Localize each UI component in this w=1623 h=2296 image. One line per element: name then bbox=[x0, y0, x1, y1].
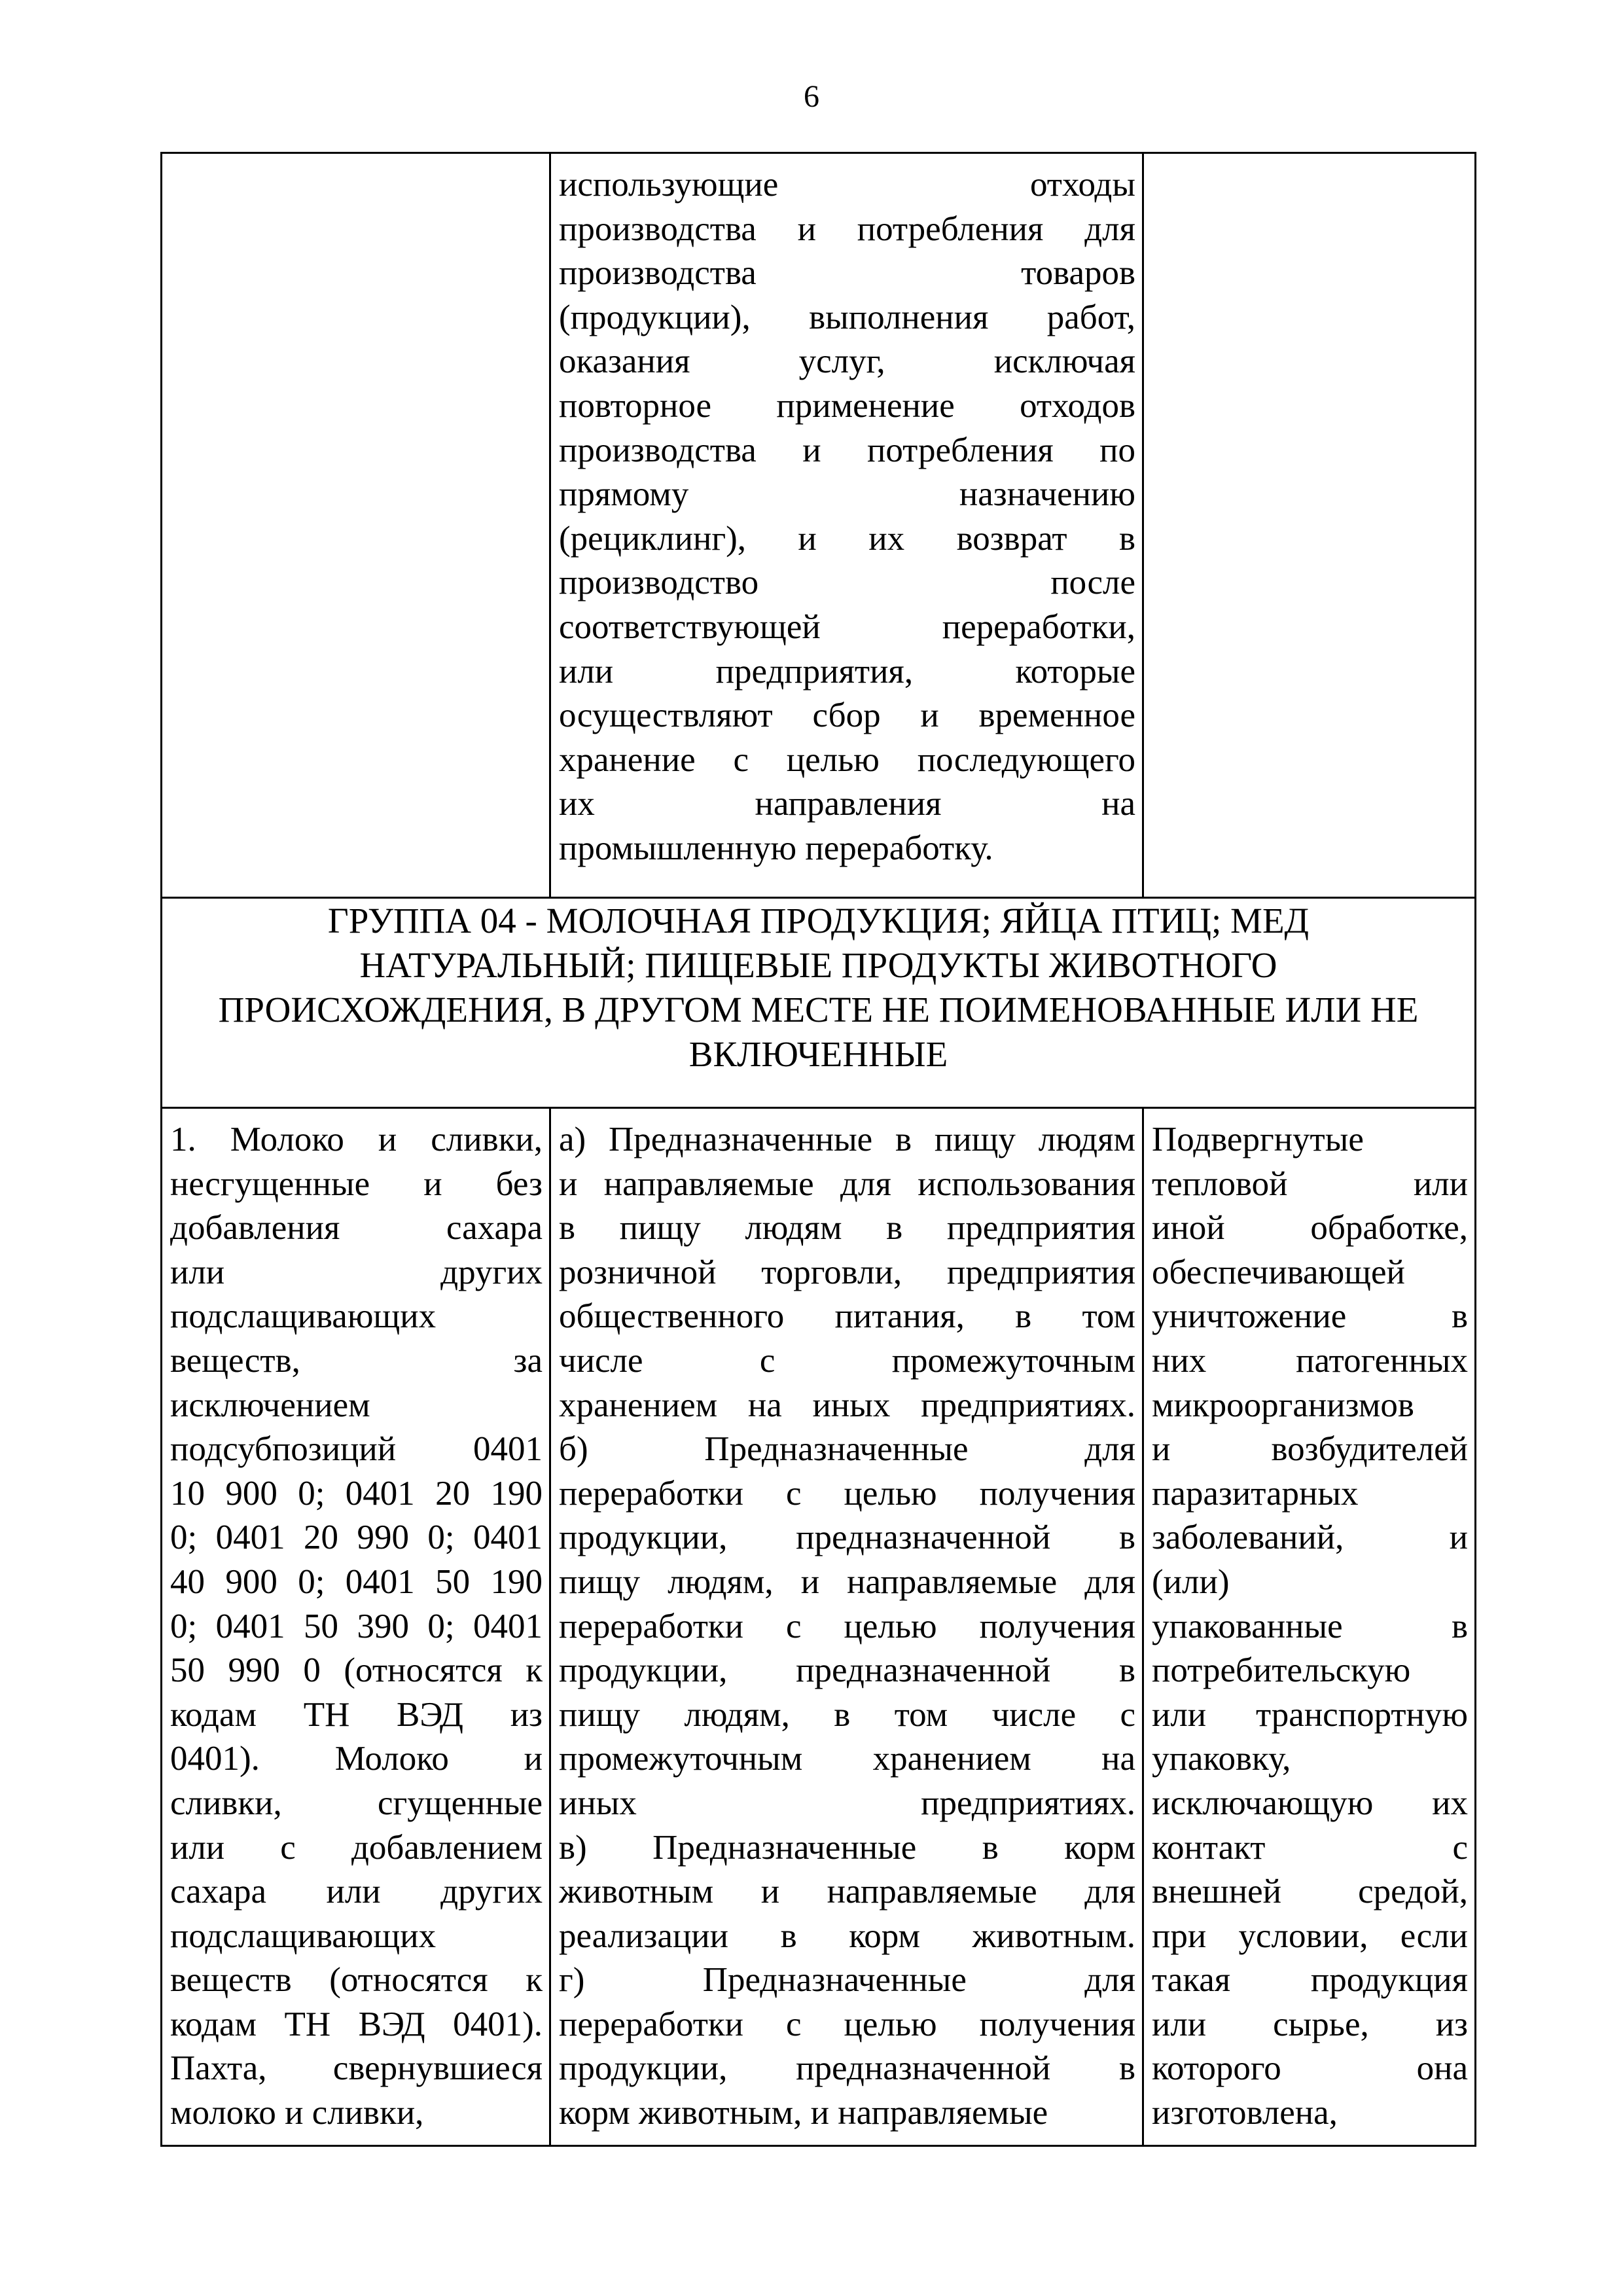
text-line: (или) bbox=[1152, 1562, 1230, 1601]
cell-condition-empty bbox=[1143, 153, 1476, 898]
text-line: пищу людям, и направляемые для bbox=[559, 1562, 1135, 1601]
text-line: розничной торговли, предприятия bbox=[559, 1253, 1135, 1291]
text-line: молоко и сливки, bbox=[170, 2094, 424, 2132]
text-line: реализации в корм животным. bbox=[559, 1916, 1135, 1955]
text-line: сахара или других bbox=[170, 1873, 543, 1911]
text-line: изготовлена, bbox=[1152, 2094, 1338, 2132]
group-title bbox=[162, 899, 1474, 1077]
cell-product-description bbox=[162, 1108, 550, 2146]
text-line: внешней средой, bbox=[1152, 1873, 1468, 1911]
text-line: промышленную переработку. bbox=[559, 829, 993, 867]
text-line: числе с промежуточным bbox=[559, 1341, 1135, 1380]
text-line: их направления на bbox=[559, 785, 1135, 823]
text-line: 10 900 0; 0401 20 190 bbox=[170, 1474, 543, 1513]
text-line: промежуточным хранением на bbox=[559, 1740, 1135, 1778]
text-line: упакованные в bbox=[1152, 1607, 1468, 1645]
purpose-text bbox=[551, 1109, 1142, 2145]
text-line: продукции, предназначенной в bbox=[559, 1651, 1135, 1690]
text-line: пищу людям, в том числе с bbox=[559, 1695, 1135, 1734]
text-line: продукции, предназначенной в bbox=[559, 1518, 1135, 1557]
page-number: 6 bbox=[804, 79, 819, 114]
text-line: (продукции), выполнения работ, bbox=[559, 298, 1135, 336]
cell-product-empty bbox=[162, 153, 550, 898]
text-line: или сырье, из bbox=[1152, 2005, 1468, 2043]
text-line: них патогенных bbox=[1152, 1341, 1468, 1380]
text-line: производства товаров bbox=[559, 254, 1135, 293]
text-line: б) Предназначенные для bbox=[559, 1430, 1135, 1469]
group-title-line: ГРУППА 04 - МОЛОЧНАЯ ПРОДУКЦИЯ; ЯЙЦА ПТИЦ; МЕД bbox=[327, 901, 1310, 941]
text-line: иной обработке, bbox=[1152, 1209, 1468, 1247]
text-line: продукции, предназначенной в bbox=[559, 2049, 1135, 2088]
text-line: микроорганизмов bbox=[1152, 1386, 1414, 1424]
text-line: переработки с целью получения bbox=[559, 1474, 1135, 1513]
text-line: производство после bbox=[559, 564, 1135, 602]
text-line: г) Предназначенные для bbox=[559, 1961, 1135, 2000]
text-line: и возбудителей bbox=[1152, 1430, 1468, 1469]
table-row-item-1 bbox=[162, 1108, 1476, 2146]
text-line: сливки, сгущенные bbox=[170, 1784, 543, 1822]
cell-purpose-continuation bbox=[550, 153, 1143, 898]
text-line: заболеваний, и bbox=[1152, 1518, 1468, 1557]
text-line: осуществляют сбор и временное bbox=[559, 696, 1135, 735]
text-line: хранение с целью последующего bbox=[559, 740, 1135, 779]
text-line: подсубпозиций 0401 bbox=[170, 1430, 543, 1469]
text-line: исключающую их bbox=[1152, 1784, 1468, 1822]
text-line: уничтожение в bbox=[1152, 1297, 1468, 1336]
table-row-continuation bbox=[162, 153, 1476, 898]
text-line: потребительскую bbox=[1152, 1651, 1411, 1690]
text-line: использующие отходы bbox=[559, 166, 1135, 204]
text-line: несгущенные и без bbox=[170, 1164, 543, 1203]
text-line: общественного питания, в том bbox=[559, 1297, 1135, 1336]
text-line: 1. Молоко и сливки, bbox=[170, 1121, 543, 1158]
text-line: веществ (относятся к bbox=[170, 1961, 543, 2000]
table-row-group-header bbox=[162, 898, 1476, 1108]
text-line: кодам ТН ВЭД 0401). bbox=[170, 2005, 543, 2043]
text-line: а) Предназначенные в пищу людям bbox=[559, 1121, 1135, 1158]
text-line: в пищу людям в предприятия bbox=[559, 1209, 1135, 1247]
text-line: 40 900 0; 0401 50 190 bbox=[170, 1562, 543, 1601]
text-line: переработки с целью получения bbox=[559, 2005, 1135, 2043]
text-line: 0401). Молоко и bbox=[170, 1740, 543, 1778]
text-line: и направляемые для использования bbox=[559, 1164, 1135, 1203]
text-line: или транспортную bbox=[1152, 1695, 1468, 1734]
text-line: хранением на иных предприятиях. bbox=[559, 1386, 1135, 1424]
text-line: производства и потребления по bbox=[559, 431, 1135, 469]
text-line: при условии, если bbox=[1152, 1916, 1468, 1955]
text-line: паразитарных bbox=[1152, 1474, 1359, 1513]
group-title-line: НАТУРАЛЬНЫЙ; ПИЩЕВЫЕ ПРОДУКТЫ ЖИВОТНОГО bbox=[359, 945, 1277, 985]
text-line: подслащивающих bbox=[170, 1916, 437, 1955]
text-line: подслащивающих bbox=[170, 1297, 437, 1336]
text-line: исключением bbox=[170, 1386, 370, 1424]
text-line: 0; 0401 20 990 0; 0401 bbox=[170, 1518, 543, 1557]
cell-purpose bbox=[550, 1108, 1143, 2146]
text-line: корм животным, и направляемые bbox=[559, 2094, 1048, 2132]
text-line: кодам ТН ВЭД из bbox=[170, 1695, 543, 1734]
text-line: животным и направляемые для bbox=[559, 1873, 1135, 1911]
text-line: прямому назначению bbox=[559, 475, 1135, 514]
purpose-text bbox=[551, 154, 1142, 880]
text-line: производства и потребления для bbox=[559, 209, 1135, 248]
group-title-line: ПРОИСХОЖДЕНИЯ, В ДРУГОМ МЕСТЕ НЕ ПОИМЕНОВАННЫЕ ИЛИ НЕ bbox=[218, 990, 1419, 1030]
text-line: или других bbox=[170, 1253, 543, 1291]
text-line: повторное применение отходов bbox=[559, 386, 1135, 425]
condition-text bbox=[1144, 1109, 1474, 2145]
text-line: контакт с bbox=[1152, 1828, 1468, 1867]
text-line: 50 990 0 (относятся к bbox=[170, 1651, 543, 1690]
text-line: веществ, за bbox=[170, 1341, 543, 1380]
text-line: (рециклинг), и их возврат в bbox=[559, 519, 1135, 558]
text-line: иных предприятиях. bbox=[559, 1784, 1135, 1822]
product-text bbox=[162, 1109, 549, 2145]
text-line: переработки с целью получения bbox=[559, 1607, 1135, 1645]
text-line: оказания услуг, исключая bbox=[559, 342, 1135, 381]
cell-condition bbox=[1143, 1108, 1476, 2146]
text-line: упаковку, bbox=[1152, 1740, 1291, 1778]
text-line: добавления сахара bbox=[170, 1209, 543, 1247]
text-line: обеспечивающей bbox=[1152, 1253, 1405, 1291]
text-line: или с добавлением bbox=[170, 1828, 543, 1867]
text-line: соответствующей переработки, bbox=[559, 607, 1135, 646]
text-line: Подвергнутые bbox=[1152, 1121, 1364, 1158]
text-line: такая продукция bbox=[1152, 1961, 1468, 2000]
regulation-table bbox=[160, 152, 1476, 2147]
text-line: в) Предназначенные в корм bbox=[559, 1828, 1135, 1867]
text-line: которого она bbox=[1152, 2049, 1468, 2088]
text-line: Пахта, свернувшиеся bbox=[170, 2049, 543, 2088]
text-line: или предприятия, которые bbox=[559, 652, 1135, 691]
group-header-cell bbox=[162, 898, 1476, 1108]
group-title-line: ВКЛЮЧЕННЫЕ bbox=[688, 1034, 948, 1074]
text-line: тепловой или bbox=[1152, 1164, 1468, 1203]
text-line: 0; 0401 50 390 0; 0401 bbox=[170, 1607, 543, 1645]
